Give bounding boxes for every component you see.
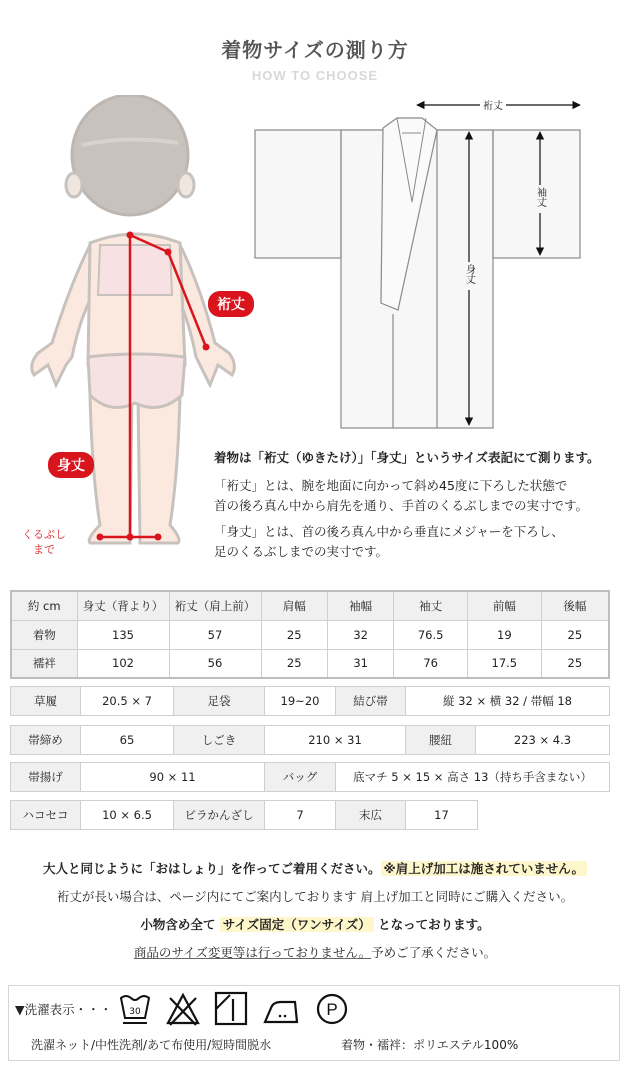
accessory-value: 90 × 11 bbox=[81, 763, 265, 792]
accessory-value: 7 bbox=[265, 801, 336, 830]
care-icons bbox=[117, 990, 351, 1028]
kimono-mitake-label: 身丈 bbox=[463, 264, 475, 284]
table-cell: 17.5 bbox=[468, 649, 542, 678]
row-label: 襦袢 bbox=[11, 649, 77, 678]
header-cell: 袖幅 bbox=[327, 591, 393, 620]
table-cell: 31 bbox=[327, 649, 393, 678]
row-label: 着物 bbox=[11, 620, 77, 649]
note-4-rest: 予めご了承ください。 bbox=[371, 945, 497, 960]
table-row bbox=[11, 620, 609, 649]
iron-low-icon bbox=[261, 990, 301, 1028]
yukitake-desc-line1: 「裄丈」とは、腕を地面に向かって斜め45度に下ろした状態で bbox=[214, 478, 568, 493]
accessory-value: 65 bbox=[81, 726, 174, 755]
accessory-label: しごき bbox=[174, 726, 265, 755]
accessory-value: 底マチ 5 × 15 × 高さ 13（持ち手含まない） bbox=[336, 763, 610, 792]
mitake-desc-line2: 足のくるぶしまでの実寸です。 bbox=[214, 544, 389, 559]
note-3-post: となっております。 bbox=[378, 917, 490, 932]
yukitake-desc-line2: 首の後ろ真ん中から肩先を通り、手首のくるぶしまでの実寸です。 bbox=[214, 498, 589, 513]
accessory-value: 223 × 4.3 bbox=[476, 726, 610, 755]
kurubushi-line1: くるぶし bbox=[22, 528, 66, 541]
table-cell: 76.5 bbox=[394, 620, 468, 649]
table-cell: 56 bbox=[169, 649, 261, 678]
accessory-label: 足袋 bbox=[174, 687, 265, 716]
note-3-highlight: サイズ固定（ワンサイズ） bbox=[220, 917, 374, 932]
table-cell: 19 bbox=[468, 620, 542, 649]
table-cell: 32 bbox=[327, 620, 393, 649]
care-instructions-text: 洗濯ネット/中性洗剤/あて布使用/短時間脱水 bbox=[31, 1038, 272, 1052]
no-bleach-icon bbox=[165, 990, 201, 1028]
table-cell: 25 bbox=[541, 649, 609, 678]
mitake-desc-line1: 「身丈」とは、首の後ろ真ん中から垂直にメジャーを下ろし、 bbox=[214, 524, 564, 539]
size-table bbox=[10, 590, 610, 679]
page-subtitle: HOW TO CHOOSE bbox=[251, 68, 379, 83]
accessory-value: 10 × 6.5 bbox=[81, 801, 174, 830]
note-1-main: 大人と同じように「おはしょり」を作ってご着用ください。 bbox=[43, 861, 381, 876]
accessory-label: 結び帯 bbox=[336, 687, 406, 716]
note-line-2: 裄丈が長い場合は、ページ内にてご案内しております 肩上げ加工と同時にご購入ください。 bbox=[56, 889, 574, 904]
table-cell: 102 bbox=[77, 649, 169, 678]
page-title: 着物サイズの測り方 bbox=[221, 38, 409, 62]
note-line-1 bbox=[0, 855, 630, 883]
description-lead: 着物は「裄丈（ゆきたけ）」「身丈」というサイズ表記にて測ります。 bbox=[214, 450, 600, 465]
table-cell: 25 bbox=[261, 620, 327, 649]
svg-text:P: P bbox=[326, 1000, 338, 1019]
header-cell: 袖丈 bbox=[394, 591, 468, 620]
line-dry-shade-icon bbox=[213, 990, 249, 1028]
accessory-label: 草履 bbox=[11, 687, 81, 716]
accessory-label: 帯締め bbox=[11, 726, 81, 755]
note-4-underlined: 商品のサイズ変更等は行っておりません。 bbox=[133, 945, 372, 960]
accessories-row-3 bbox=[10, 762, 610, 792]
accessory-label: 末広 bbox=[336, 801, 406, 830]
header-cell: 裄丈（肩上前） bbox=[169, 591, 261, 620]
mitake-badge: 身丈 bbox=[48, 452, 94, 478]
table-cell: 135 bbox=[77, 620, 169, 649]
accessory-value: 17 bbox=[406, 801, 478, 830]
notes-section bbox=[0, 855, 630, 967]
header-cell: 約 cm bbox=[11, 591, 77, 620]
header-cell: 後幅 bbox=[541, 591, 609, 620]
table-cell: 57 bbox=[169, 620, 261, 649]
wash-30-icon bbox=[117, 990, 153, 1028]
accessory-label: ハコセコ bbox=[11, 801, 81, 830]
kimono-diagram bbox=[245, 90, 615, 440]
accessory-label: 帯揚げ bbox=[11, 763, 81, 792]
yukitake-badge: 裄丈 bbox=[208, 291, 254, 317]
note-line-3 bbox=[0, 911, 630, 939]
table-cell: 25 bbox=[541, 620, 609, 649]
accessory-value: 19~20 bbox=[265, 687, 336, 716]
header-cell: 身丈（背より） bbox=[77, 591, 169, 620]
care-instructions-box bbox=[8, 985, 620, 1061]
dry-clean-p-icon bbox=[313, 990, 351, 1028]
care-label: ▼洗濯表示・・・ bbox=[15, 1002, 113, 1017]
accessories-row-4 bbox=[10, 800, 478, 830]
note-1-highlight: ※肩上げ加工は施されていません。 bbox=[381, 861, 587, 876]
kimono-yukitake-label: 裄丈 bbox=[483, 101, 503, 112]
accessory-label: 腰紐 bbox=[406, 726, 476, 755]
note-3-pre: 小物含め全て bbox=[140, 917, 216, 932]
header-cell: 前幅 bbox=[468, 591, 542, 620]
kimono-sodetake-label: 袖丈 bbox=[534, 187, 546, 207]
size-table-header bbox=[11, 591, 609, 620]
accessory-value: 縦 32 × 横 32 / 帯幅 18 bbox=[406, 687, 610, 716]
table-cell: 25 bbox=[261, 649, 327, 678]
accessories-row-1 bbox=[10, 686, 610, 716]
kurubushi-line2: まで bbox=[33, 543, 55, 556]
material-text: 着物・襦袢：ポリエステル100% bbox=[341, 1038, 519, 1052]
note-line-4 bbox=[0, 939, 630, 967]
accessory-value: 210 × 31 bbox=[265, 726, 406, 755]
accessories-row-2 bbox=[10, 725, 610, 755]
accessory-label: バッグ bbox=[265, 763, 336, 792]
accessory-label: ビラかんざし bbox=[174, 801, 265, 830]
kurubushi-label bbox=[22, 527, 66, 557]
table-cell: 76 bbox=[394, 649, 468, 678]
header-cell: 肩幅 bbox=[261, 591, 327, 620]
table-row bbox=[11, 649, 609, 678]
wash-temp: 30 bbox=[129, 1007, 141, 1017]
accessory-value: 20.5 × 7 bbox=[81, 687, 174, 716]
measurement-description bbox=[214, 448, 624, 568]
